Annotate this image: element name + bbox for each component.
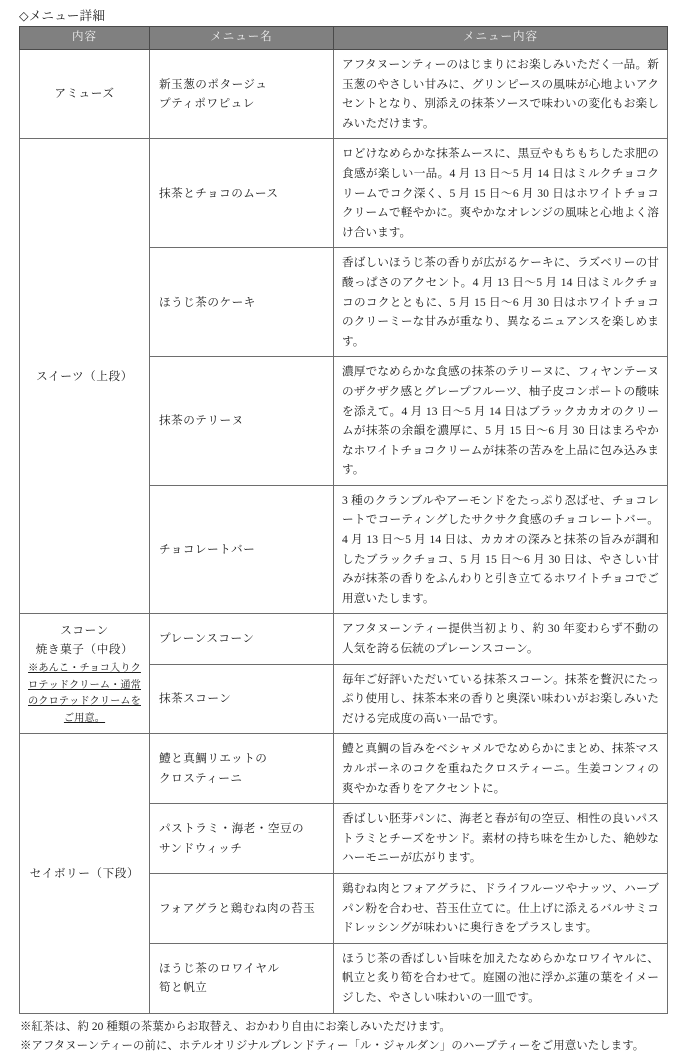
menu-name-line: プティポワピュレ [159,97,255,111]
menu-name-line: 新玉葱のポタージュ [159,77,268,91]
menu-name-cell [150,664,334,734]
menu-description-cell: 香ばしい胚芽パンに、海老と春が旬の空豆、相性の良いパストラミとチーズをサンド。素材の持ち味を生かした、絶妙なハーモニーが広がります。 [334,804,668,874]
menu-description-cell: アフタヌーンティーのはじまりにお楽しみいただく一品。新玉葱のやさしい甘みに、グリンピースの風味が心地よいアクセントとなり、別添えの抹茶ソースで味わいの変化もお楽しみいただけます。 [334,50,668,139]
menu-name-line: プレーンスコーン [159,632,255,646]
category-cell [20,734,150,1013]
column-header-menu-description: メニュー内容 [334,27,668,50]
footnotes [19,1018,666,1056]
table-row [20,734,668,804]
category-note: ※あんこ・チョコ入りクロテッドクリーム・通常のクロテッドクリームをご用意。 [28,663,141,724]
menu-name-line: ほうじ茶のロワイヤル [159,961,280,975]
menu-name-cell [150,357,334,486]
menu-name-line: 抹茶スコーン [159,692,232,706]
menu-name-cell [150,50,334,139]
category-label-line: セイボリー（下段） [29,866,140,880]
menu-description-cell: 鱧と真鯛の旨みをベシャメルでなめらかにまとめ、抹茶マスカルポーネのコクを重ねたクロスティーニ。生姜コンフィの爽やかな香りをアクセントに。 [334,734,668,804]
menu-name-line: ほうじ茶のケーキ [159,295,256,309]
menu-name-cell [150,248,334,357]
menu-description-cell: 鶏むね肉とフォアグラに、ドライフルーツやナッツ、ハーブパン粉を合わせ、苔玉仕立てに。仕上げに添えるバルサミコドレッシングが味わいに奥行きをプラスします。 [334,873,668,943]
menu-name-cell [150,943,334,1013]
column-header-menu-name: メニュー名 [150,27,334,50]
menu-name-cell [150,485,334,614]
menu-name-cell [150,139,334,248]
menu-name-cell [150,804,334,874]
table-row [20,614,668,664]
category-cell [20,614,150,734]
menu-description-cell: 3 種のクランブルやアーモンドをたっぷり忍ばせ、チョコレートでコーティングしたサクサク食感のチョコレートバー。4 月 13 日～5 月 14 日は、カカオの深みと抹茶の旨みが調和したブラックチョコ、5 月 15 日～6 月 30 日は、やさしい甘みが抹茶の香りをふんわりと引き立てるホワイトチョコでご用意いたします。 [334,485,668,614]
menu-description-cell: アフタヌーンティー提供当初より、約 30 年変わらず不動の人気を誇る伝統のプレーンスコーン。 [334,614,668,664]
page-title: ◇メニュー詳細 [19,9,106,23]
menu-detail-table [19,26,668,1014]
menu-description-cell: 毎年ご好評いただいている抹茶スコーン。抹茶を贅沢にたっぷり使用し、抹茶本来の香りと奥深い味わいがお楽しみいただける完成度の高い一品です。 [334,664,668,734]
menu-name-line: 抹茶のテリーヌ [159,414,244,428]
footnote: ※アフタヌーンティーの前に、ホテルオリジナルブレンドティー「ル・ジャルダン」のハーブティーをご用意いたします。 [20,1039,645,1052]
table-body [20,50,668,1014]
menu-description-cell: 濃厚でなめらかな食感の抹茶のテリーヌに、フィヤンテーヌのザクザク感とグレープフルーツ、柚子皮コンポートの酸味を添えて。4 月 13 日～5 月 14 日はブラックカカオのクリームが抹茶の余韻を濃厚に、5 月 15 日～6 月 30 日はまろやかなホワイトチョコクリームが抹茶の苦みを上品に包み込みます。 [334,357,668,486]
menu-name-cell [150,734,334,804]
category-label-line: 焼き菓子（中段） [35,643,134,657]
category-cell [20,50,150,139]
column-header-content: 内容 [20,27,150,50]
menu-name-line: サンドウィッチ [159,841,243,855]
menu-name-line: フォアグラと鶏むね肉の苔玉 [159,901,316,915]
menu-name-line: 筍と帆立 [159,981,208,995]
menu-description-cell: ほうじ茶の香ばしい旨味を加えたなめらかなロワイヤルに、帆立と炙り筍を合わせて。庭園の池に浮かぶ蓮の葉をイメージした、やさしい味わいの一皿です。 [334,943,668,1013]
category-cell [20,139,150,614]
table-row [20,50,668,139]
menu-name-line: 抹茶とチョコのムース [159,186,279,200]
table-header-row [20,27,668,50]
menu-name-cell [150,614,334,664]
menu-description-cell: 香ばしいほうじ茶の香りが広がるケーキに、ラズベリーの甘酸っぱさのアクセント。4 月 13 日～5 月 14 日はミルクチョコのコクとともに、5 月 15 日～6 月 30 日はホワイトチョコのクリーミーな甘みが重なり、異なるニュアンスを楽しめます。 [334,248,668,357]
category-label-line: スイーツ（上段） [36,369,133,383]
table-header [20,27,668,50]
menu-description-cell: ロどけなめらかな抹茶ムースに、黒豆やもちもちした求肥の食感が楽しい一品。4 月 13 日～5 月 14 日はミルクチョコクリームでコク深く、5 月 15 日～6 月 30 日はホワイトチョコクリームで軽やかに。爽やかなオレンジの風味と心地よく溶け合います。 [334,139,668,248]
menu-name-line: クロスティーニ [159,771,243,785]
category-label-line: アミューズ [54,87,115,101]
menu-name-line: パストラミ・海老・空豆の [159,821,305,835]
category-label-line: スコーン [60,623,109,637]
menu-name-cell [150,873,334,943]
table-row [20,139,668,248]
footnote: ※紅茶は、約 20 種類の茶葉からお取替え、おかわり自由にお楽しみいただけます。 [20,1020,451,1033]
menu-name-line: チョコレートバー [159,542,256,556]
menu-name-line: 鱧と真鯛リエットの [159,752,268,766]
